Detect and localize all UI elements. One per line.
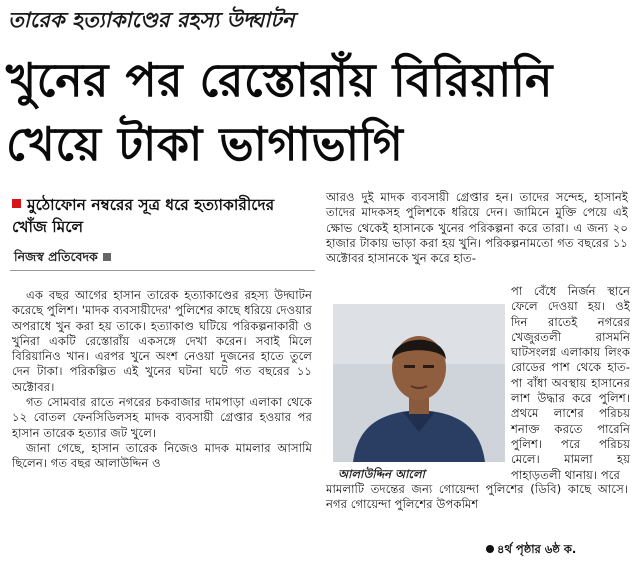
paragraph: এক বছর আগের হাসান তারেক হত্যাকাণ্ডের রহস্য উদ্ঘাটন করেছে পুলিশ। 'মাদক ব্যবসায়ীদের' পুলিশের কাছে ধরিয়ে দেওয়ার অপরাধে খুন করা হয় তাকে। হত্যাকাণ্ড ঘটিয়ে পরিকল্পনাকারী ও খুনিরা একটি রেস্তোরাঁয় একসঙ্গে দেখা করেন। সবাই মিলে বিরিয়ানিও খান। এরপর খুনে অংশ নেওয়া দুজনের হাতে তুলে দেন টাকা। পরিকল্পিত এই খুনের ঘটনা ঘটে গত বছরের ১১ অক্টোবর।	[12, 288, 312, 394]
byline-text: নিজস্ব প্রতিবেদক	[14, 249, 98, 264]
paragraph: আরও দুই মাদক ব্যবসায়ী গ্রেপ্তার হন। তাদের সন্দেহ, হাসানই তাদের মাদকসহ পুলিশকে ধরিয়ে দেন। জামিনে মুক্তি পেয়ে এই ক্ষোভ থেকেই হাসানকে খুনের পরিকল্পনা করে তারা। এ জন্য ২০ হাজার টাকায় ভাড়া করা হয় খুনি। পরিকল্পনামতো গত বছরের ১১ অক্টোবর হাসানকে খুন করে হাত-	[326, 190, 628, 266]
article-column-2-top	[326, 190, 628, 266]
headline-line-1: খুনের পর রেস্তোরাঁয় বিরিয়ানি	[6, 53, 553, 107]
paragraph: জানা গেছে, হাসান তারেক নিজেও মাদক মামলার আসামি ছিলেন। গত বছর আলাউদ্দিন ও	[12, 440, 312, 471]
byline	[14, 249, 111, 269]
paragraph: গত সোমবার রাতে নগরের চকবাজার দামপাড়া এলাকা থেকে ১২ বোতল ফেনসিডিলসহ মাদক ব্যবসায়ী গ্রেপ্তার হওয়ার পর হাসান তারেক হত্যার জট খুলে।	[12, 395, 312, 440]
person-photo	[333, 304, 505, 462]
photo-caption: আলাউদ্দিন আলো	[338, 467, 425, 481]
red-square-icon	[12, 199, 21, 208]
grey-square-icon	[103, 253, 111, 261]
divider	[10, 270, 315, 271]
bullet-dot-icon	[486, 545, 494, 553]
continued-note	[486, 541, 576, 560]
person-photo-graphic	[333, 304, 505, 462]
headline-line-2: খেয়ে টাকা ভাগাভাগি	[6, 117, 404, 171]
paragraph: পা বেঁধে নির্জন স্থানে ফেলে দেওয়া হয়। ওই দিন রাতেই নগরের খেজুরতলী রাসমনি ঘাটসংলগ্ন এলাকায় লিংক রোডের পাশ থেকে হাত-পা বাঁধা অবস্থায় হাসানের লাশ উদ্ধার করে পুলিশ। প্রথমে লাশের পরিচয় শনাক্ত করতে পারেনি পুলিশ। পরে পরিচয় মেলে। মামলা হয় পাহাড়তলী থানায়। পরে	[511, 284, 630, 482]
kicker: তারেক হত্যাকাণ্ডের রহস্য উদ্ঘাটন	[8, 8, 295, 32]
subheadline	[12, 194, 312, 238]
article-column-2-bottom	[326, 482, 628, 513]
subheadline-text: মুঠোফোন নম্বরের সূত্র ধরে হত্যাকারীদের খোঁজ মিলে	[12, 196, 275, 236]
continued-text: ৪র্থ পৃষ্ঠার ৬ষ্ঠ ক.	[497, 542, 577, 556]
article-column-1	[12, 288, 312, 472]
article-column-2-side	[511, 284, 630, 483]
paragraph: মামলাটি তদন্তের জন্য গোয়েন্দা পুলিশের (ডিবি) কাছে আসে। নগর গোয়েন্দা পুলিশের উপকমিশ	[326, 482, 628, 512]
